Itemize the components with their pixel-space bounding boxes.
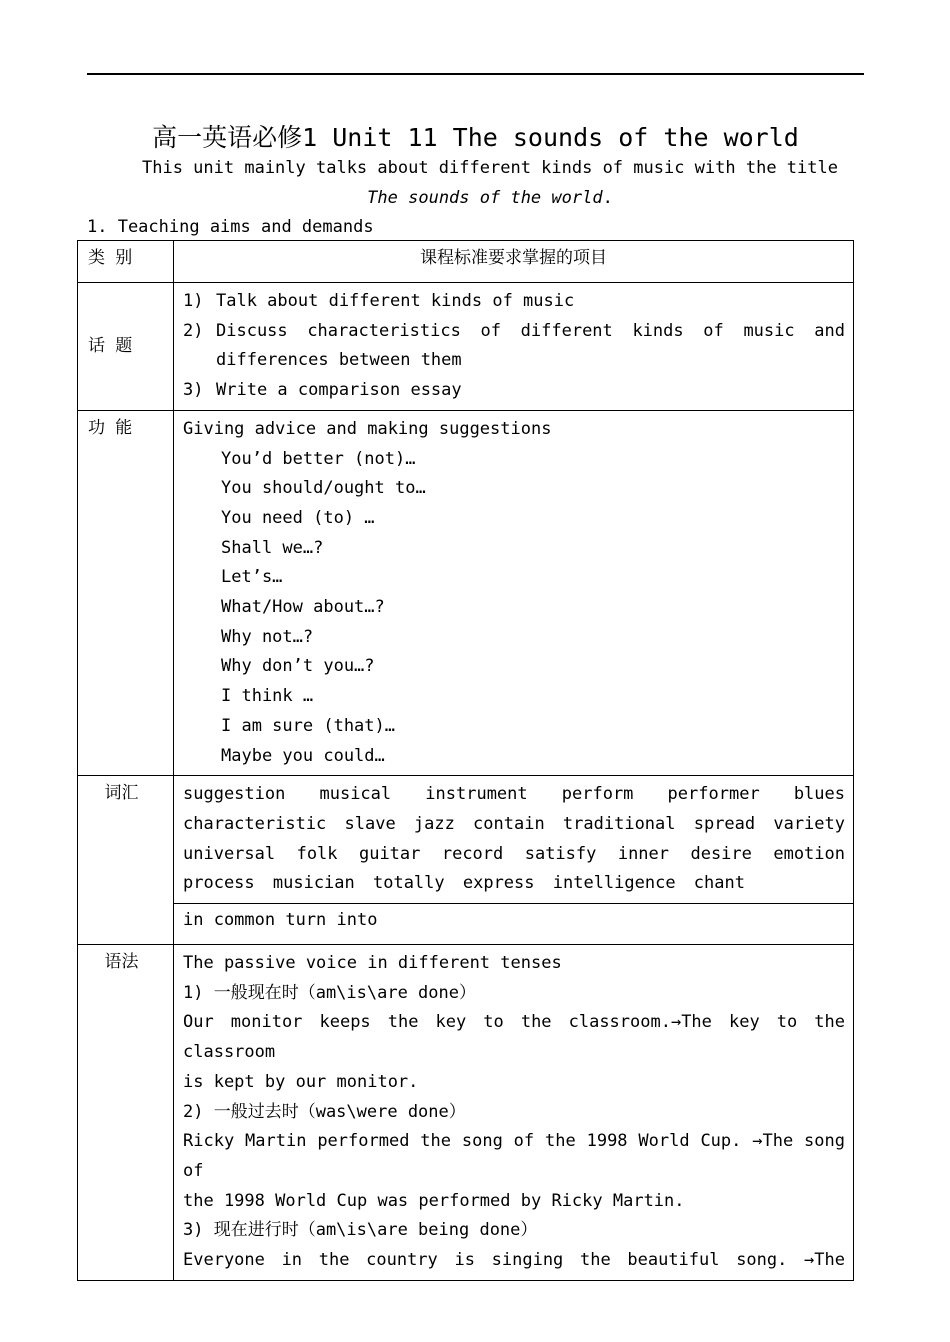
vocabulary-phrases-row	[78, 904, 854, 945]
grammar-heading: The passive voice in different tenses	[183, 953, 562, 974]
function-label: 功 能	[88, 417, 133, 438]
intro-end: .	[602, 188, 613, 208]
intro-paragraph	[140, 153, 840, 213]
topic-label: 话 题	[88, 335, 133, 356]
word-line: process musician totally express intelligence chant	[183, 873, 745, 894]
section-heading: 1. Teaching aims and demands	[87, 217, 374, 237]
phrase-line: You’d better (not)…	[221, 448, 416, 469]
phrase-line: You should/ought to…	[221, 478, 426, 499]
topic-list	[174, 283, 853, 410]
word-line: characteristic slave jazz contain traditional spread variety	[183, 813, 845, 834]
intro-italic-title: The sounds of the world	[367, 188, 603, 208]
phrase-line: Let’s…	[221, 567, 283, 588]
vocabulary-phrases: in common turn into	[183, 910, 378, 931]
list-item: 1) Talk about different kinds of music	[183, 291, 575, 311]
topic-row	[78, 283, 854, 411]
list-item: 2) Discuss characteristics of different kinds of music and	[183, 320, 845, 341]
example-line: is kept by our monitor.	[183, 1071, 419, 1092]
phrase-line: What/How about…?	[221, 597, 385, 618]
teaching-aims-table	[77, 240, 854, 1281]
example-line: the 1998 World Cup was performed by Ricky Martin.	[183, 1190, 685, 1211]
grammar-row	[78, 945, 854, 1281]
phrase-line: Shall we…?	[221, 537, 324, 558]
grammar-label: 语法	[104, 952, 139, 973]
phrase-line: Why don’t you…?	[221, 656, 375, 677]
phrase-line: Maybe you could…	[221, 745, 385, 766]
word-line: suggestion musical instrument perform performer blues	[183, 784, 845, 805]
example-line: Our monitor keeps the key to the classroom.→The key to the classroom	[183, 1012, 845, 1063]
vocabulary-words-row	[78, 776, 854, 904]
intro-text: This unit mainly talks about different kinds of music with the title	[142, 158, 838, 178]
vocabulary-label: 词汇	[104, 783, 139, 804]
tense-heading: 1) 一般现在时（am\is\are done）	[183, 982, 476, 1003]
header-rule	[87, 73, 864, 75]
table-header-row	[78, 241, 854, 283]
function-row	[78, 410, 854, 775]
header-category: 类 别	[88, 248, 133, 268]
list-item-continuation: differences between them	[216, 350, 462, 371]
phrase-line: Why not…?	[221, 626, 314, 647]
example-line: Everyone in the country is singing the beautiful song. →The	[183, 1250, 845, 1271]
example-line: Ricky Martin performed the song of the 1998 World Cup. →The song of	[183, 1131, 845, 1181]
page-title: 高一英语必修1 Unit 11 The sounds of the world	[152, 123, 799, 152]
vocabulary-words	[174, 776, 853, 903]
tense-heading: 2) 一般过去时（was\were done）	[183, 1101, 466, 1122]
phrase-line: I am sure (that)…	[221, 715, 395, 736]
header-items: 课程标准要求掌握的项目	[420, 248, 607, 268]
function-content	[174, 411, 853, 775]
word-line: universal folk guitar record satisfy inner desire emotion	[183, 843, 845, 864]
tense-heading: 3) 现在进行时（am\is\are being done）	[183, 1220, 538, 1241]
list-item: 3) Write a comparison essay	[183, 380, 462, 401]
grammar-content	[174, 945, 853, 1280]
phrase-line: You need (to) …	[221, 507, 375, 528]
function-heading: Giving advice and making suggestions	[183, 418, 552, 439]
phrase-line: I think …	[221, 686, 314, 707]
